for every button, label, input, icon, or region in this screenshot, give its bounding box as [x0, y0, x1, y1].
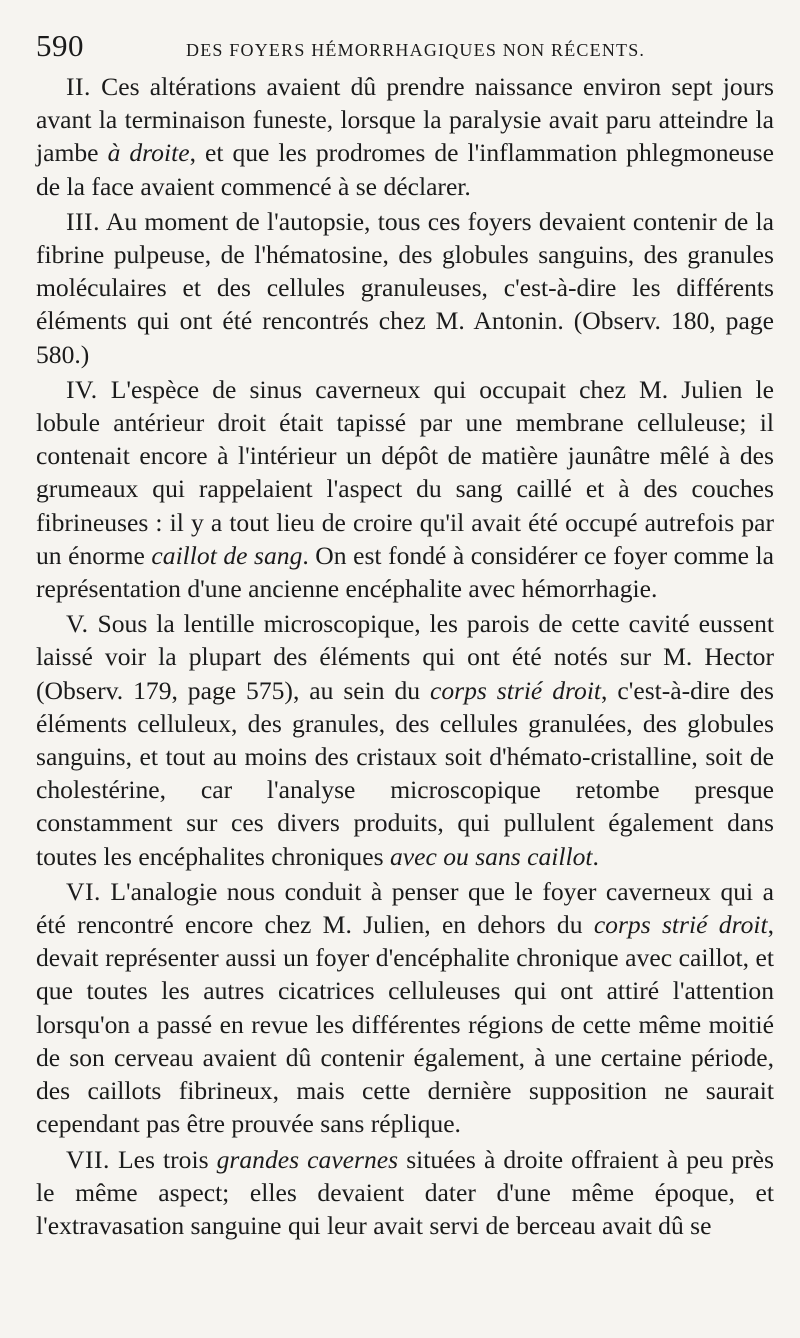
- paragraph-numeral: III.: [66, 206, 100, 236]
- paragraph-text: situées à droite offraient à peu près le même aspect; elles devaient dater d'une même époque, et l'extravasation sanguine qui leur avait servi de berceau avait dû se: [36, 1144, 774, 1240]
- page-number: 590: [36, 28, 84, 63]
- paragraph-iii: [36, 205, 774, 371]
- paragraph-numeral: VI.: [66, 876, 101, 906]
- paragraph-text: . On est fondé à considérer ce foyer comme la représentation d'une ancienne encéphalite avec hémorrhagie.: [36, 540, 775, 604]
- paragraph-text: Au moment de l'autopsie, tous ces foyers devaient contenir de la fibrine pulpeuse, de l'hématosine, des globules sanguins, des granules moléculaires et des cellules granuleuses, c'est-à-dire les différents éléments qui ont été rencontrés chez M. Antonin. (Observ. 180, page 580.): [36, 206, 774, 369]
- paragraph-ii: [36, 70, 774, 203]
- paragraph-text: , devait représenter aussi un foyer d'encéphalite chronique avec caillot, et que toutes les autres cicatrices celluleuses qui ont attiré l'attention lorsqu'on a passé en revue les différentes régions de cette même moitié de son cerveau avaient dû contenir également, à une certaine période, des caillots fibrineux, mais cette dernière supposition ne saurait cependant pas être prouvée sans réplique.: [36, 910, 774, 1139]
- paragraph-italic-text: caillot de sang: [151, 540, 303, 570]
- paragraph-v: [36, 607, 774, 873]
- paragraph-text: Les trois: [109, 1144, 217, 1174]
- paragraph-numeral: V.: [66, 609, 89, 639]
- paragraph-italic-text: avec ou sans caillot: [389, 841, 593, 871]
- paragraph-text: Sous la lentille microscopique, les parois de cette cavité eussent laissé voir la plupart des éléments qui ont été notés sur M. Hector (Observ. 179, page 575), au sein du: [36, 609, 774, 705]
- paragraph-italic-text: à droite: [107, 138, 190, 168]
- paragraph-italic-text: grandes cavernes: [216, 1144, 399, 1174]
- paragraph-numeral: VII.: [66, 1144, 110, 1174]
- paragraph-italic-text: corps strié droit: [593, 910, 768, 940]
- paragraph-italic-text: corps strié droit: [430, 675, 602, 705]
- paragraph-vii: [36, 1143, 774, 1243]
- paragraph-numeral: II.: [66, 72, 91, 101]
- page-header: [36, 28, 774, 70]
- paragraph-vi: [36, 875, 774, 1141]
- paragraph-text: , c'est-à-dire des éléments celluleux, des granules, des cellules granulées, des globules sanguins, et tout au moins des cristaux soit d'hémato-cristalline, soit de cholestérine, car l'analyse microscopique retombe presque constamment sur ces divers produits, qui pullulent également dans toutes les encéphalites chroniques: [36, 675, 774, 871]
- paragraph-text: Ces altérations avaient dû prendre naissance environ sept jours avant la terminaison funeste, lorsque la paralysie avait paru atteindre la jambe: [36, 72, 774, 168]
- paragraph-numeral: IV.: [66, 374, 98, 404]
- paragraph-text: L'analogie nous conduit à penser que le foyer caverneux qui a été rencontré encore chez M. Julien, en dehors du: [36, 876, 774, 940]
- paragraph-iv: [36, 373, 774, 605]
- body-text: [36, 70, 774, 1242]
- paragraph-text: .: [592, 841, 599, 871]
- paragraph-text: , et que les prodromes de l'inflammation phlegmoneuse de la face avaient commencé à se déclarer.: [36, 138, 774, 201]
- running-head: DES FOYERS HÉMORRHAGIQUES NON RÉCENTS.: [186, 40, 646, 60]
- paragraph-text: L'espèce de sinus caverneux qui occupait chez M. Julien le lobule antérieur droit était tapissé par une membrane celluleuse; il contenait encore à l'intérieur un dépôt de matière jaunâtre mêlé à des grumeaux qui rappelaient l'aspect du sang caillé et à des couches fibrineuses : il y a tout lieu de croire qu'il avait été occupé autrefois par un énorme: [36, 374, 774, 570]
